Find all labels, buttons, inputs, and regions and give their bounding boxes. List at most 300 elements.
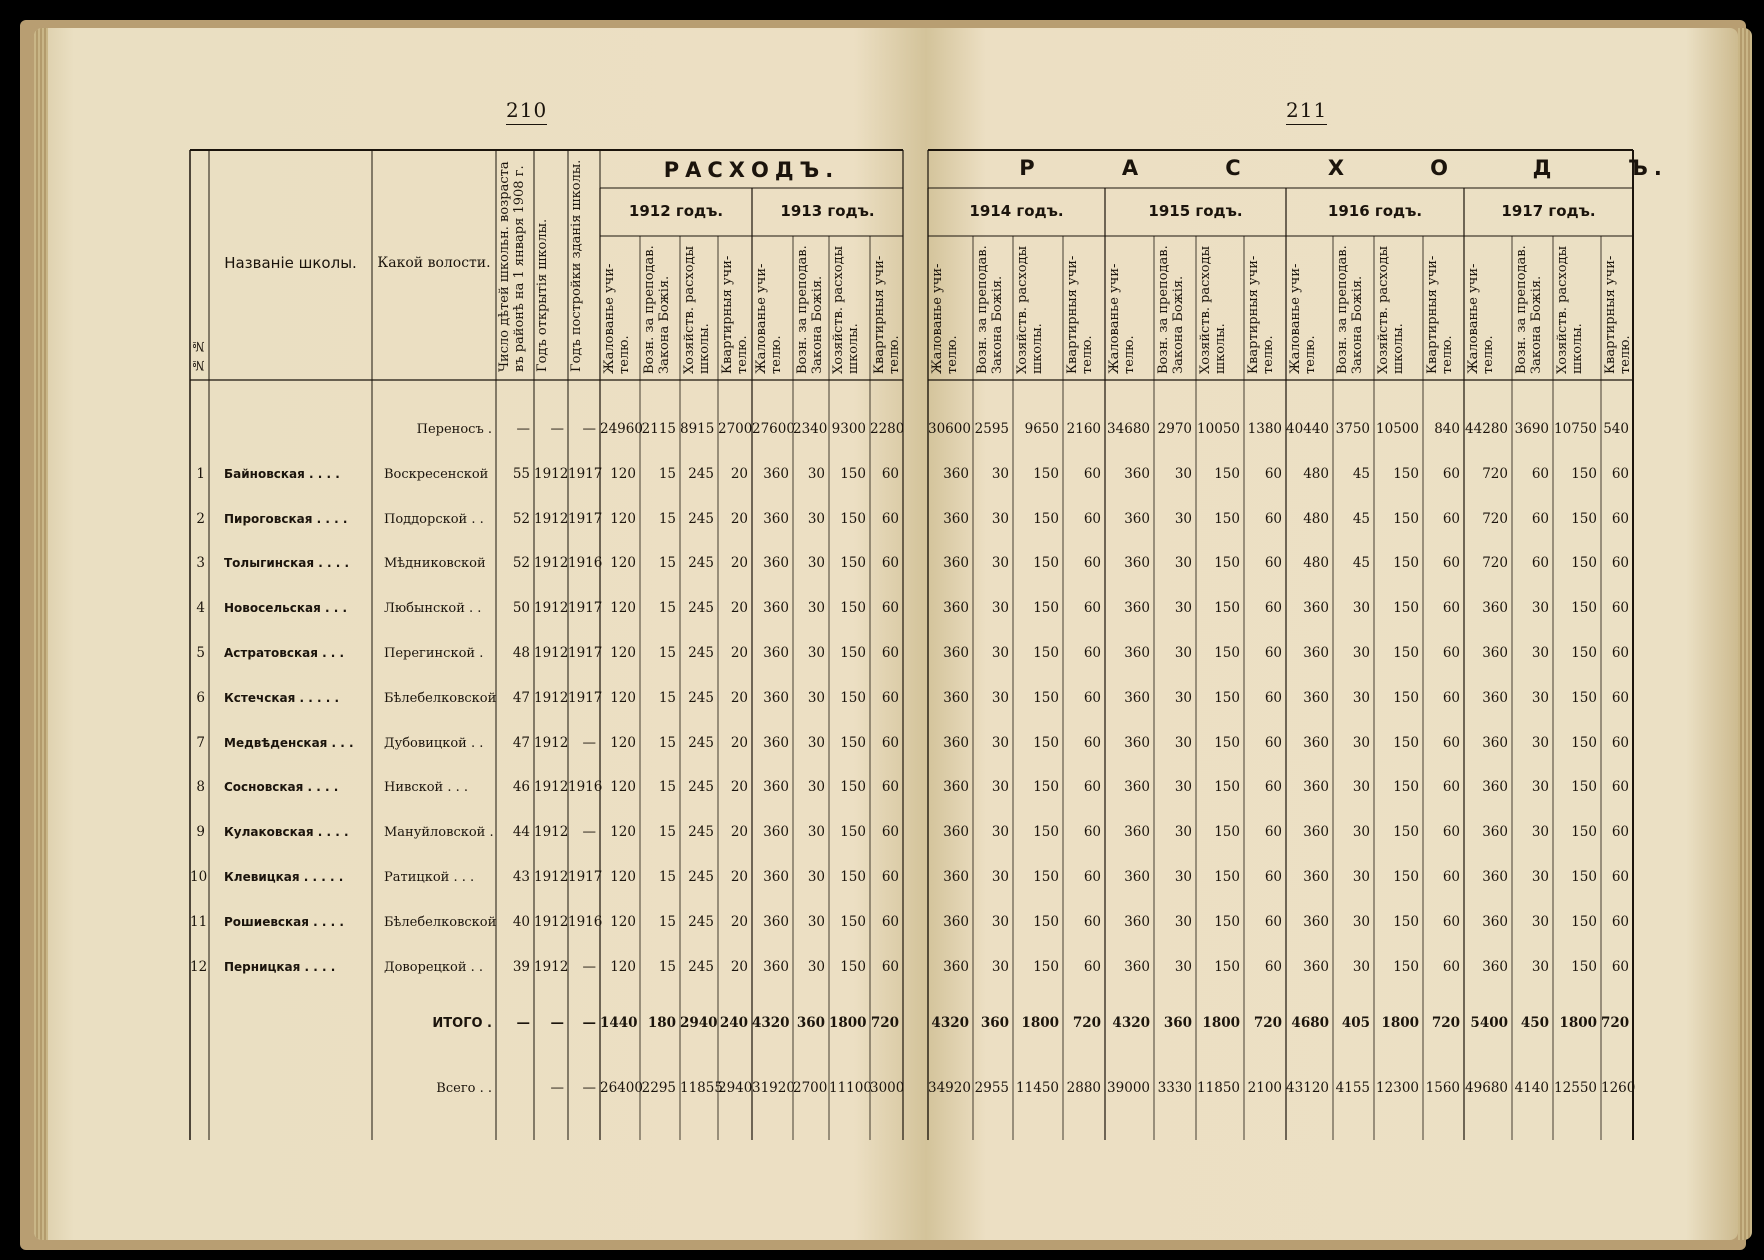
expense-value: 360 [763, 555, 789, 571]
carry-value: 10050 [1197, 421, 1240, 437]
row-number: 5 [196, 645, 205, 661]
total-value: 360 [980, 1015, 1009, 1031]
volost-name: Ратицкой . . . [384, 870, 475, 885]
total-value: 4320 [931, 1015, 969, 1031]
expense-value: 30 [1174, 914, 1192, 930]
row-number: 4 [196, 600, 205, 616]
expense-value: 30 [991, 824, 1009, 840]
carry-value: 2340 [793, 421, 828, 437]
expense-column-header: Хозяйств. расходы школы. [1015, 246, 1045, 374]
expense-value: 30 [1531, 869, 1549, 885]
expense-value: 45 [1352, 511, 1370, 527]
expense-value: 30 [807, 914, 825, 930]
children-count: 39 [512, 959, 530, 975]
expense-value: 15 [658, 824, 676, 840]
expense-column-header: Возн. за преподав. Закона Божія. [1514, 245, 1544, 374]
volost-name: Мануйловской . [384, 825, 494, 840]
expense-value: 30 [1174, 779, 1192, 795]
opened-year: 1912 [534, 779, 569, 795]
expense-value: 30 [1531, 645, 1549, 661]
expense-value: 150 [1033, 600, 1059, 616]
year-header: 1913 годъ. [780, 202, 875, 220]
children-count: 52 [512, 555, 530, 571]
expense-value: 245 [688, 555, 714, 571]
expense-value: 60 [1083, 824, 1101, 840]
expense-value: 150 [840, 824, 866, 840]
carry-value: 24960 [600, 421, 643, 437]
expense-value: 30 [1174, 600, 1192, 616]
grand-total-value: 11850 [1197, 1080, 1240, 1096]
expense-value: 60 [1083, 555, 1101, 571]
school-name: Кулаковская . . . . [224, 825, 349, 839]
row-number: 1 [196, 466, 205, 482]
expense-value: 30 [1352, 779, 1370, 795]
table-title-right-letter: Ъ. [1628, 156, 1668, 180]
expense-value: 150 [1571, 914, 1597, 930]
volost-name: Воскресенской [384, 467, 489, 482]
expense-value: 150 [1214, 466, 1240, 482]
expense-value: 360 [1482, 869, 1508, 885]
expense-value: 150 [1214, 690, 1240, 706]
expense-value: 245 [688, 466, 714, 482]
expense-value: 30 [807, 600, 825, 616]
carry-value: 2595 [974, 421, 1009, 437]
children-count: 47 [512, 735, 530, 751]
children-count: — [516, 1015, 530, 1031]
expense-value: 360 [763, 914, 789, 930]
expense-value: 245 [688, 600, 714, 616]
expense-value: 30 [991, 600, 1009, 616]
opened-year: — [550, 421, 564, 437]
volost-name: Любынской . . [384, 601, 482, 616]
expense-value: 60 [1264, 869, 1282, 885]
expense-column-header: Хозяйств. расходы школы. [682, 246, 712, 374]
year-header: 1916 годъ. [1327, 202, 1423, 220]
expense-value: 30 [807, 869, 825, 885]
expense-value: 20 [730, 511, 748, 527]
expense-value: 60 [1264, 466, 1282, 482]
expense-value: 150 [1214, 869, 1240, 885]
expense-value: 60 [881, 959, 899, 975]
school-name: Пироговская . . . . [224, 512, 348, 526]
expense-value: 60 [1611, 555, 1629, 571]
expense-value: 60 [1083, 511, 1101, 527]
expense-value: 30 [1174, 690, 1192, 706]
carry-value: 8915 [680, 421, 715, 437]
expense-column-header: Жалованье учи- телю. [602, 263, 632, 374]
expense-value: 20 [730, 959, 748, 975]
school-name: Сосновская . . . . [224, 780, 339, 794]
expense-value: 150 [1214, 824, 1240, 840]
row-number: 7 [196, 735, 205, 751]
year-header: 1914 годъ. [969, 202, 1064, 220]
table-title-left: РАСХОДЪ. [663, 158, 840, 182]
expense-value: 150 [1571, 466, 1597, 482]
total-value: 1800 [1202, 1015, 1240, 1031]
total-value: 360 [796, 1015, 825, 1031]
expense-value: 150 [1393, 645, 1419, 661]
expense-value: 60 [881, 645, 899, 661]
opened-year: 1912 [534, 600, 569, 616]
school-name: Байновская . . . . [224, 467, 340, 481]
expense-value: 120 [610, 466, 636, 482]
expense-value: 360 [1124, 869, 1150, 885]
expense-value: 150 [1571, 959, 1597, 975]
school-name: Перницкая . . . . [224, 960, 336, 974]
volost-name: Мѣдниковской [384, 556, 486, 571]
expense-value: 120 [610, 779, 636, 795]
expense-value: 150 [1033, 645, 1059, 661]
expense-value: 60 [1531, 466, 1549, 482]
school-name: Клевицкая . . . . . [224, 870, 344, 884]
expense-value: 30 [1174, 645, 1192, 661]
total-value: 720 [1431, 1015, 1460, 1031]
expense-value: 360 [1124, 466, 1150, 482]
expense-value: 360 [943, 824, 969, 840]
school-name-header: Названіе школы. [224, 254, 357, 272]
total-value: 5400 [1470, 1015, 1508, 1031]
carry-value: 30600 [928, 421, 971, 437]
expense-column-header: Хозяйств. расходы школы. [831, 246, 861, 374]
built-year: — [582, 735, 596, 751]
grand-total-value: 2940 [718, 1080, 753, 1096]
expense-value: 120 [610, 511, 636, 527]
children-count-header: Число дѣтей школьн. возраста въ районѣ на 1 января 1908 г. [497, 161, 527, 372]
expense-value: 150 [1393, 779, 1419, 795]
grand-total-value: 1260 [1601, 1080, 1636, 1096]
expense-value: 360 [1303, 735, 1329, 751]
volost-header: Какой волости. [377, 255, 491, 271]
school-name: Новосельская . . . [224, 601, 348, 615]
expense-value: 60 [1264, 690, 1282, 706]
volost-name: Бѣлебелковской [384, 691, 497, 706]
number-header: № № [191, 337, 206, 372]
expense-value: 245 [688, 959, 714, 975]
expense-value: 360 [763, 466, 789, 482]
expense-column-header: Возн. за преподав. Закона Божія. [642, 245, 672, 374]
expense-column-header: Возн. за преподав. Закона Божія. [1335, 245, 1365, 374]
expense-value: 15 [658, 959, 676, 975]
children-count: 47 [512, 690, 530, 706]
total-value: 4320 [1112, 1015, 1150, 1031]
expense-value: 30 [1352, 914, 1370, 930]
expense-value: 30 [807, 555, 825, 571]
total-value: 405 [1341, 1015, 1370, 1031]
built-year: 1917 [568, 600, 603, 616]
expense-value: 30 [991, 779, 1009, 795]
expense-value: 360 [1124, 555, 1150, 571]
expense-value: 360 [763, 959, 789, 975]
left-page-number: 210 [506, 98, 547, 122]
expense-column-header: Хозяйств. расходы школы. [1376, 246, 1406, 374]
total-value: 360 [1163, 1015, 1192, 1031]
year-header: 1917 годъ. [1501, 202, 1596, 220]
expense-value: 60 [1083, 959, 1101, 975]
expense-value: 60 [881, 555, 899, 571]
expense-value: 60 [1611, 690, 1629, 706]
built-year: 1917 [568, 645, 603, 661]
school-name: Медвѣденская . . . [224, 736, 354, 750]
total-label: ИТОГО . [432, 1016, 492, 1031]
grand-total-value: 26400 [600, 1080, 643, 1096]
children-count: 43 [512, 869, 530, 885]
expense-value: 150 [1393, 914, 1419, 930]
grand-total-value: 4140 [1514, 1080, 1549, 1096]
built-year: 1916 [568, 555, 603, 571]
expense-value: 360 [943, 645, 969, 661]
expense-value: 150 [1571, 511, 1597, 527]
expense-value: 30 [807, 690, 825, 706]
expense-value: 30 [991, 914, 1009, 930]
table-title-right-letter: А [1121, 156, 1145, 180]
expense-value: 60 [881, 869, 899, 885]
expense-value: 60 [1442, 600, 1460, 616]
expense-column-header: Возн. за преподав. Закона Божія. [1156, 245, 1186, 374]
expense-value: 150 [840, 645, 866, 661]
expense-value: 15 [658, 690, 676, 706]
expense-value: 150 [840, 511, 866, 527]
opened-year: 1912 [534, 555, 569, 571]
volost-name: Поддорской . . [384, 512, 484, 527]
carry-label: Переносъ . [416, 422, 492, 437]
opened-year-header: Годъ открытія школы. [535, 218, 550, 372]
expense-value: 30 [1352, 735, 1370, 751]
volost-name: Нивской . . . [384, 780, 469, 795]
carry-value: 2700 [718, 421, 753, 437]
expense-value: 360 [943, 735, 969, 751]
total-value: 4680 [1291, 1015, 1329, 1031]
expense-value: 360 [943, 466, 969, 482]
total-value: 180 [647, 1015, 676, 1031]
expense-value: 60 [1083, 645, 1101, 661]
expense-value: 480 [1303, 511, 1329, 527]
expense-value: 60 [1611, 511, 1629, 527]
expense-value: 150 [1033, 466, 1059, 482]
children-count: 44 [512, 824, 530, 840]
expense-value: 360 [1303, 690, 1329, 706]
carry-value: 840 [1434, 421, 1460, 437]
expense-value: 60 [881, 600, 899, 616]
total-value: 720 [1601, 1015, 1630, 1031]
expense-value: 60 [1611, 466, 1629, 482]
expense-value: 150 [840, 779, 866, 795]
expense-value: 60 [1083, 600, 1101, 616]
grand-total-value: 34920 [928, 1080, 971, 1096]
expense-value: 30 [991, 735, 1009, 751]
expense-value: 360 [1482, 600, 1508, 616]
expense-value: 30 [1531, 914, 1549, 930]
expense-value: 60 [1611, 600, 1629, 616]
expense-column-header: Квартирныя учи- телю. [720, 255, 750, 374]
expense-value: 30 [1531, 735, 1549, 751]
expense-value: 150 [1214, 779, 1240, 795]
row-number: 12 [190, 959, 208, 975]
volost-name: Бѣлебелковской [384, 915, 497, 930]
expense-value: 60 [1083, 735, 1101, 751]
expense-value: 720 [1482, 466, 1508, 482]
carry-value: 40440 [1286, 421, 1329, 437]
expense-column-header: Квартирныя учи- телю. [1065, 255, 1095, 374]
expense-value: 120 [610, 869, 636, 885]
total-value: 1800 [829, 1015, 867, 1031]
expense-column-header: Квартирныя учи- телю. [1425, 255, 1455, 374]
expense-value: 150 [1033, 555, 1059, 571]
opened-year: 1912 [534, 914, 569, 930]
opened-year: 1912 [534, 690, 569, 706]
expense-value: 360 [1482, 824, 1508, 840]
table-title-right-letter: С [1225, 156, 1247, 180]
expense-value: 30 [1352, 959, 1370, 975]
expense-column-header: Хозяйств. расходы школы. [1555, 246, 1585, 374]
volost-name: Доворецкой . . [384, 960, 484, 975]
expense-value: 30 [991, 645, 1009, 661]
carry-value: 44280 [1465, 421, 1508, 437]
opened-year: 1912 [534, 511, 569, 527]
expense-value: 150 [1214, 959, 1240, 975]
expense-value: 30 [1531, 824, 1549, 840]
expense-value: 150 [1214, 735, 1240, 751]
expense-value: 60 [1264, 555, 1282, 571]
grand-total-value: 11855 [680, 1080, 723, 1096]
built-year-header: Годъ постройки зданія школы. [569, 159, 584, 372]
expense-value: 15 [658, 914, 676, 930]
built-year: — [582, 1015, 596, 1031]
grand-total-value: 2700 [793, 1080, 828, 1096]
expense-value: 30 [807, 466, 825, 482]
expense-value: 150 [840, 914, 866, 930]
expense-value: 150 [1033, 869, 1059, 885]
carry-value: 2970 [1157, 421, 1192, 437]
grand-total-value: 11450 [1016, 1080, 1059, 1096]
expense-value: 45 [1352, 466, 1370, 482]
expense-value: 360 [943, 600, 969, 616]
expense-value: 245 [688, 869, 714, 885]
year-header: 1915 годъ. [1148, 202, 1243, 220]
built-year: 1917 [568, 511, 603, 527]
expense-value: 120 [610, 735, 636, 751]
expense-value: 360 [763, 735, 789, 751]
expense-value: 30 [1174, 869, 1192, 885]
expense-value: 360 [1124, 959, 1150, 975]
opened-year: 1912 [534, 959, 569, 975]
row-number: 6 [196, 690, 205, 706]
expense-value: 60 [1264, 645, 1282, 661]
expense-value: 60 [881, 824, 899, 840]
row-number: 9 [196, 824, 205, 840]
expense-value: 60 [1264, 735, 1282, 751]
carry-value: 10500 [1376, 421, 1419, 437]
expense-value: 150 [1033, 959, 1059, 975]
expense-value: 120 [610, 914, 636, 930]
expense-value: 20 [730, 466, 748, 482]
expense-value: 150 [840, 690, 866, 706]
expense-value: 360 [1303, 645, 1329, 661]
expense-value: 360 [1303, 869, 1329, 885]
expense-value: 30 [991, 555, 1009, 571]
grand-total-value: 2295 [641, 1080, 676, 1096]
carry-value: 9300 [831, 421, 866, 437]
expense-value: 30 [807, 824, 825, 840]
expense-value: 60 [1442, 869, 1460, 885]
expense-value: 60 [1611, 735, 1629, 751]
opened-year: 1912 [534, 824, 569, 840]
children-count: 46 [512, 779, 530, 795]
expense-value: 60 [1611, 959, 1629, 975]
expense-value: 360 [943, 555, 969, 571]
row-number: 8 [196, 779, 205, 795]
grand-total-value: 4155 [1335, 1080, 1370, 1096]
built-year: — [582, 421, 596, 437]
grand-total-value: 43120 [1286, 1080, 1329, 1096]
expense-value: 360 [1124, 645, 1150, 661]
carry-value: 2115 [641, 421, 676, 437]
expense-value: 60 [1442, 645, 1460, 661]
expense-value: 360 [1303, 959, 1329, 975]
right-page-number: 211 [1286, 98, 1327, 122]
expense-value: 20 [730, 690, 748, 706]
expense-value: 60 [881, 779, 899, 795]
expense-value: 480 [1303, 555, 1329, 571]
expense-value: 150 [1571, 555, 1597, 571]
expense-value: 60 [1264, 511, 1282, 527]
opened-year: 1912 [534, 735, 569, 751]
expense-value: 150 [1033, 511, 1059, 527]
expense-value: 60 [881, 914, 899, 930]
expense-value: 150 [1214, 600, 1240, 616]
expense-value: 60 [1083, 914, 1101, 930]
total-value: 240 [719, 1015, 748, 1031]
expense-value: 20 [730, 555, 748, 571]
total-value: 720 [1253, 1015, 1282, 1031]
table-title-right-letter: Р [1019, 156, 1041, 180]
table-title-right-letter: Д [1532, 156, 1558, 180]
expense-value: 245 [688, 779, 714, 795]
expense-value: 60 [881, 511, 899, 527]
total-value: 4320 [752, 1015, 790, 1031]
expense-column-header: Жалованье учи- телю. [1288, 263, 1318, 374]
expense-value: 60 [881, 690, 899, 706]
expense-value: 30 [1352, 869, 1370, 885]
expense-value: 360 [763, 869, 789, 885]
expense-value: 60 [1611, 824, 1629, 840]
expense-value: 360 [1303, 824, 1329, 840]
carry-value: 3690 [1514, 421, 1549, 437]
expense-value: 150 [1033, 824, 1059, 840]
expense-value: 150 [1571, 690, 1597, 706]
expense-value: 360 [763, 600, 789, 616]
expense-value: 30 [1352, 690, 1370, 706]
grand-total-value: 1560 [1425, 1080, 1460, 1096]
row-number: 2 [196, 511, 205, 527]
built-year: 1917 [568, 690, 603, 706]
expense-value: 60 [1531, 511, 1549, 527]
expense-value: 15 [658, 466, 676, 482]
expense-value: 60 [1442, 914, 1460, 930]
built-year: — [582, 959, 596, 975]
expense-value: 15 [658, 555, 676, 571]
grand-total-value: 39000 [1107, 1080, 1150, 1096]
expense-value: 60 [1083, 466, 1101, 482]
expense-value: 150 [1571, 735, 1597, 751]
year-header: 1912 годъ. [628, 202, 724, 220]
expense-value: 30 [1174, 511, 1192, 527]
expense-value: 360 [1124, 824, 1150, 840]
expense-value: 30 [991, 511, 1009, 527]
expense-value: 30 [1531, 690, 1549, 706]
expense-column-header: Хозяйств. расходы школы. [1198, 246, 1228, 374]
grand-total-value: 12300 [1376, 1080, 1419, 1096]
carry-value: 2160 [1066, 421, 1101, 437]
